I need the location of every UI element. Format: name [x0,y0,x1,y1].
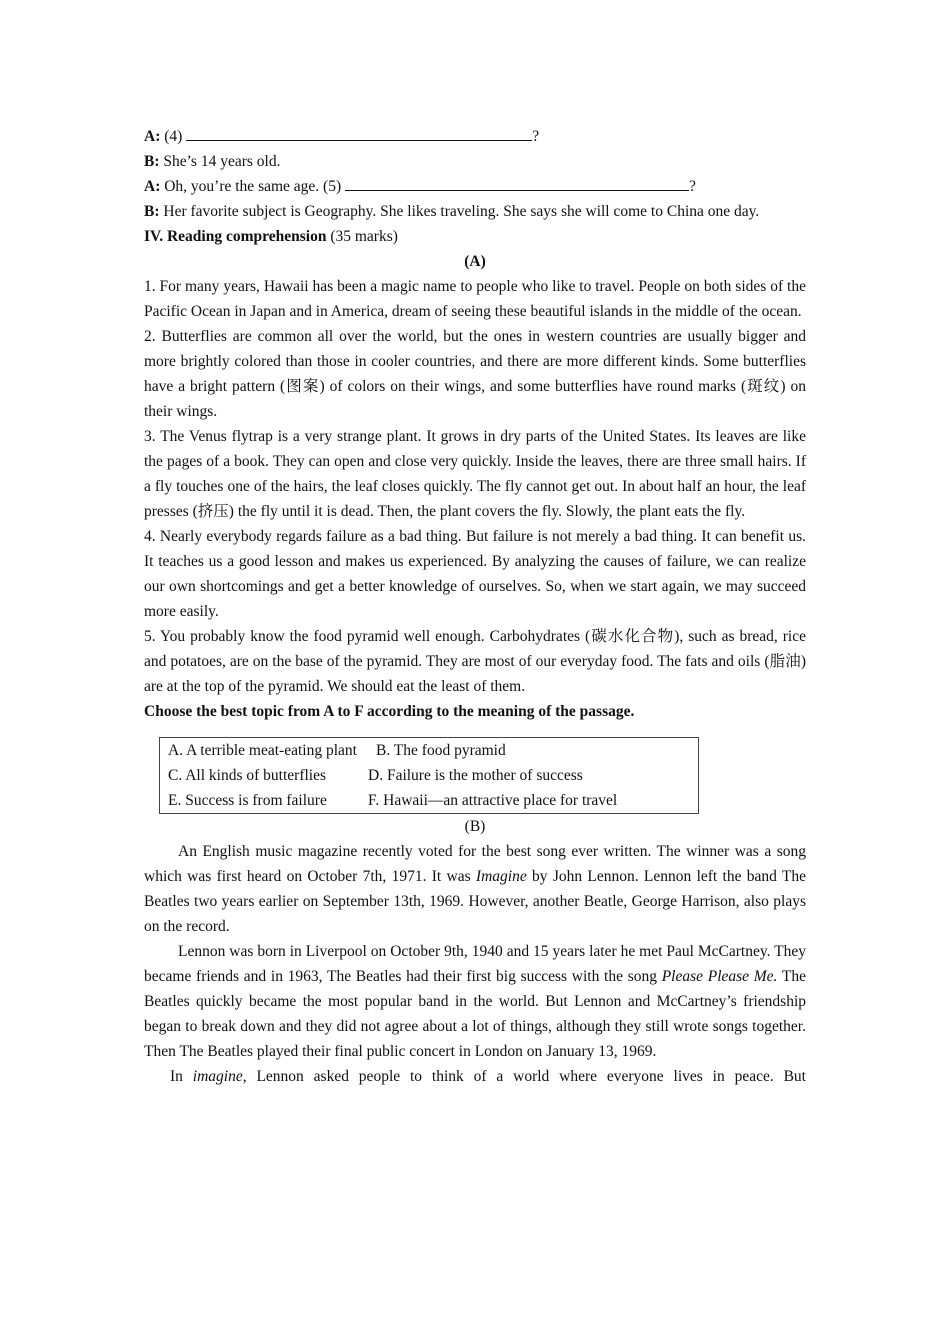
dialog-prefix: (4) [164,128,187,145]
passage-b-3-text: , Lennon asked people to think of a world where everyone lives in peace. But [242,1068,806,1085]
option-a: A. A terrible meat-eating plant [168,742,357,759]
passage-2: 2. Butterflies are common all over the world, but the ones in western countries are usually bigger and more brightly colored than those in cooler countries, and there are more different kinds. Some butterflies have a bright pattern (图案) of colors on their wings, and some butterflies have round marks (斑纹) on their wings. [144,328,806,420]
part-a-label-text: (A) [464,253,486,270]
dialog-text: Her favorite subject is Geography. She likes traveling. She says she will come to China one day. [163,203,760,220]
passage-b-2-text: Lennon was born in Liverpool on October 9th, 1940 and 15 years later he met Paul McCartney. They became friends and in 1963, The Beatles had their first big success with the song [144,943,806,985]
section-heading [144,224,806,249]
option-b: B. The food pyramid [376,742,506,759]
dialog-prefix: Oh, you’re the same age. (5) [164,178,345,195]
speaker-b: B: [144,203,160,220]
dialog-text: She’s 14 years old. [163,153,281,170]
option-f: F. Hawaii—an attractive place for travel [368,792,618,809]
song-title: imagine [192,1068,243,1085]
song-title: Imagine [475,868,527,885]
option-e: E. Success is from failure [168,792,327,809]
options-row [168,738,698,763]
instruction-text: Choose the best topic from A to F according to the meaning of the passage. [144,703,635,720]
dialog-line-b1 [144,149,806,174]
option-d: D. Failure is the mother of success [368,767,583,784]
song-title: Please Please Me. [661,968,778,985]
passage-b-3 [144,1064,806,1089]
passage-5: 5. You probably know the food pyramid well enough. Carbohydrates (碳水化合物), such as bread, rice and potatoes, are on the base of the pyramid. They are most of our everyday food. The fats and oils (脂油) are at the top of the pyramid. We should eat the least of them. [144,628,806,695]
option-c: C. All kinds of butterflies [168,767,327,784]
dialog-line-4 [144,124,806,149]
passage-b-1-text: An English music magazine recently voted for the best song ever written. The winner was a song which was first heard on October 7th, 1971. It was [144,843,806,885]
options-row [168,788,698,813]
dialog-suffix: ? [689,178,696,195]
options-box [159,737,699,814]
answer-blank-5[interactable] [345,174,689,191]
part-a-label [144,249,806,274]
passage-4: 4. Nearly everybody regards failure as a bad thing. But failure is not merely a bad thing. It can benefit us. It teaches us a good lesson and makes us experienced. By analyzing the causes of failure, we can realize our own shortcomings and get a better knowledge of ourselves. So, when we start again, we may succeed more easily. [144,528,806,620]
part-b-label: (B) [464,818,486,835]
options-row [168,763,698,788]
passage-b-3-text: In [170,1068,193,1085]
passage-b-1-text: by John Lennon. Lennon left the band The Beatles two years earlier on September 13th, 1969. However, another Beatle, George Harrison, also plays on the record. [144,868,806,935]
speaker-a: A: [144,128,161,145]
answer-blank-4[interactable] [186,124,532,141]
worksheet-page [144,124,806,1089]
speaker-a: A: [144,178,161,195]
dialog-line-5 [144,174,806,199]
passage-b-1 [144,839,806,939]
instruction [144,699,806,724]
dialog-suffix: ? [532,128,540,145]
section-marks: (35 marks) [330,228,398,245]
speaker-b: B: [144,153,160,170]
passage-1: 1. For many years, Hawaii has been a magic name to people who like to travel. People on both sides of the Pacific Ocean in Japan and in America, dream of seeing these beautiful islands in the middle of the ocean. [144,278,806,320]
section-title: IV. Reading comprehension [144,228,327,245]
passage-b-2-text: The Beatles quickly became the most popular band in the world. But Lennon and McCartney’s friendship began to break down and they did not agree about a lot of things, although they still wrote songs together. Then The Beatles played their final public concert in London on January 13, 1969. [144,968,806,1060]
passage-3: 3. The Venus flytrap is a very strange plant. It grows in dry parts of the United States. Its leaves are like the pages of a book. They can open and close very quickly. Inside the leaves, there are three small hairs. If a fly touches one of the hairs, the leaf closes quickly. The fly cannot get out. In about half an hour, the leaf presses (挤压) the fly until it is dead. Then, the plant covers the fly. Slowly, the plant eats the fly. [144,428,806,520]
passage-b-2 [144,939,806,1064]
dialog-line-b2 [144,199,806,224]
